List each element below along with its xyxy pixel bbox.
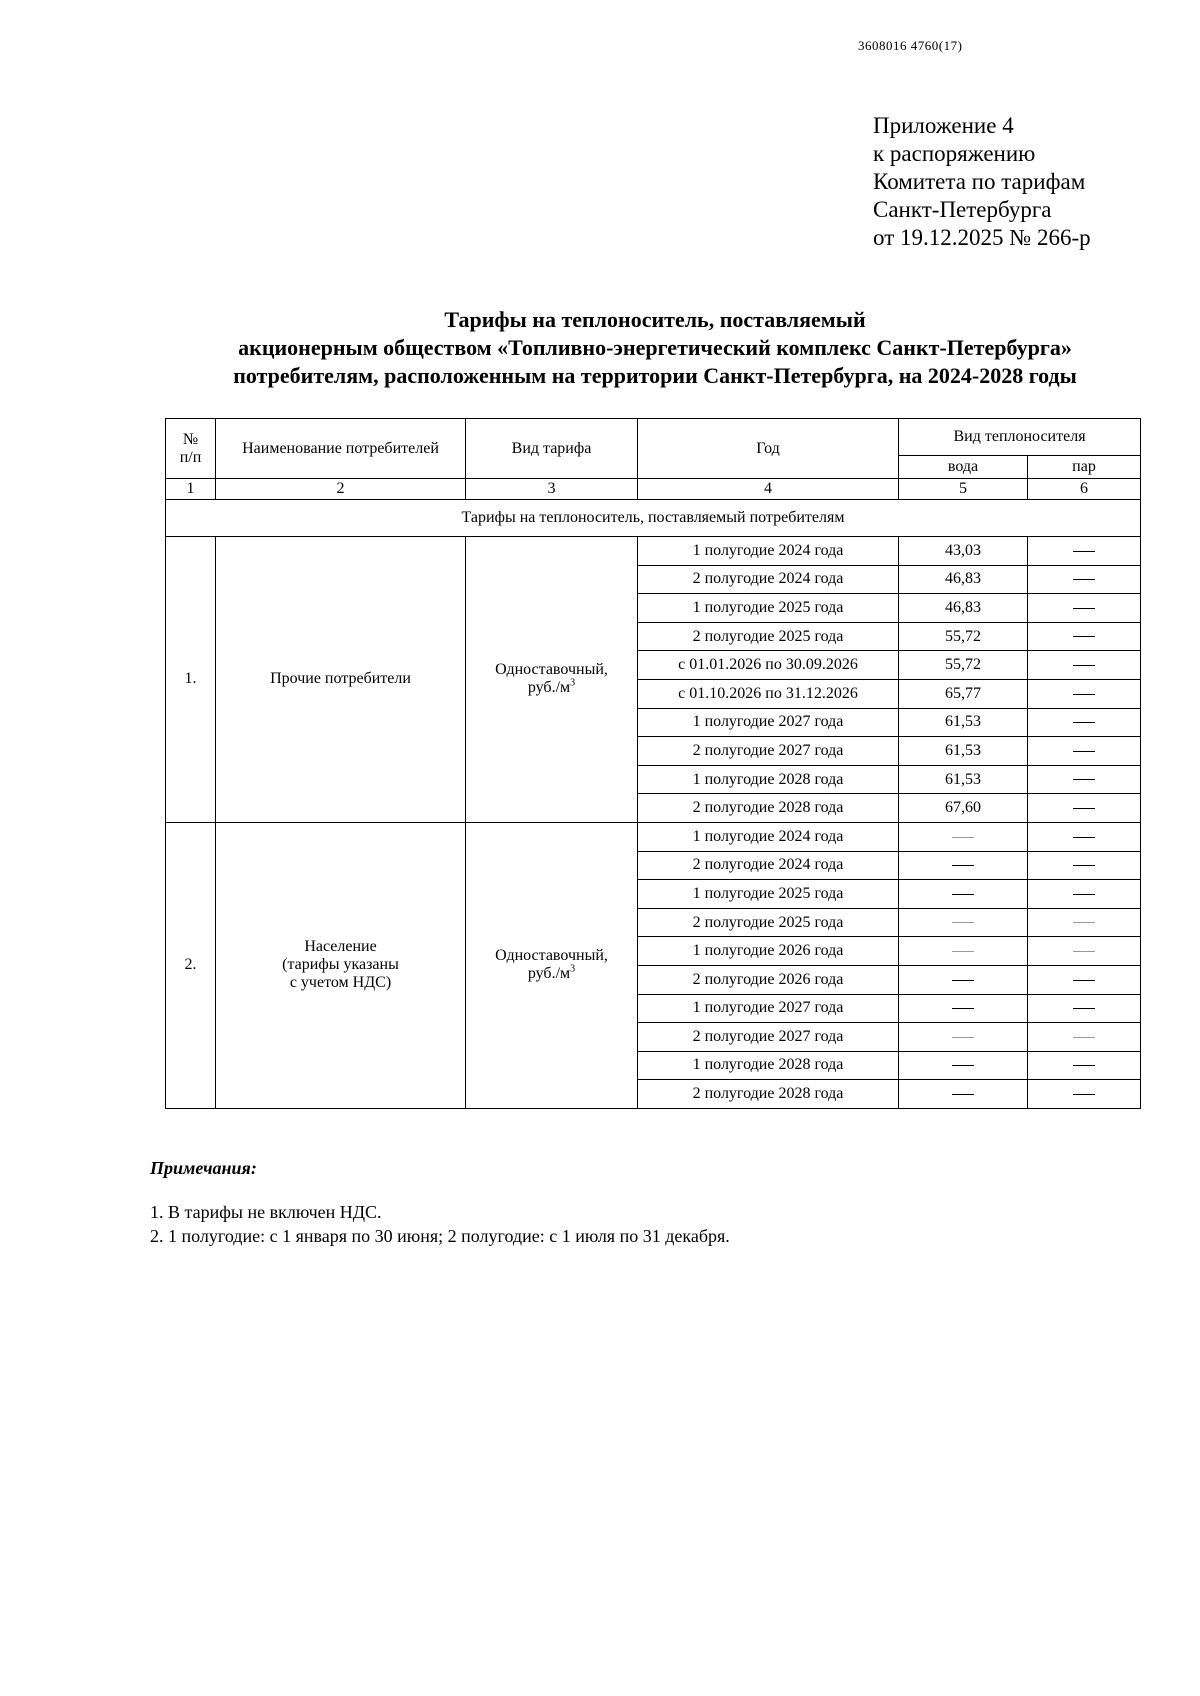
notes-list	[150, 1200, 730, 1248]
note-item: 1. В тарифы не включен НДС.	[150, 1202, 382, 1222]
period-cell: 2 полугодие 2028 года	[638, 794, 899, 823]
steam-value-cell	[1028, 679, 1141, 708]
period-cell: 2 полугодие 2028 года	[638, 1080, 899, 1109]
period-cell: с 01.01.2026 по 30.09.2026	[638, 651, 899, 680]
dash-mark	[1073, 694, 1095, 695]
water-value-cell	[899, 994, 1028, 1023]
notes-heading: Примечания:	[150, 1158, 257, 1178]
appendix-line: Приложение 4	[873, 113, 1014, 138]
water-value-cell	[899, 851, 1028, 880]
row-number: 1.	[166, 537, 216, 823]
document-title	[120, 306, 1190, 390]
column-number: 6	[1028, 479, 1141, 500]
dash-mark	[952, 1094, 974, 1095]
period-cell: 1 полугодие 2027 года	[638, 708, 899, 737]
title-line: Тарифы на теплоноситель, поставляемый	[444, 307, 866, 332]
steam-value-cell	[1028, 822, 1141, 851]
consumer-name	[216, 537, 466, 823]
tariff-type-unit: руб./м	[527, 679, 571, 697]
steam-value-cell	[1028, 708, 1141, 737]
water-value-cell: 55,72	[899, 651, 1028, 680]
water-value-cell: 46,83	[899, 565, 1028, 594]
period-cell: 1 полугодие 2026 года	[638, 937, 899, 966]
appendix-block	[873, 112, 1091, 252]
header-num-line1: №	[182, 430, 199, 448]
dash-mark	[1073, 808, 1095, 809]
dash-mark	[1073, 665, 1095, 666]
steam-value-cell	[1028, 851, 1141, 880]
period-cell: 2 полугодие 2026 года	[638, 965, 899, 994]
steam-value-cell	[1028, 794, 1141, 823]
dash-mark	[1073, 894, 1095, 895]
header-num-line2: п/п	[179, 448, 202, 466]
dash-mark	[1073, 1037, 1095, 1038]
appendix-line: Санкт-Петербурга	[873, 197, 1052, 222]
column-number: 3	[466, 479, 638, 500]
section-title: Тарифы на теплоноситель, поставляемый потребителям	[166, 500, 1141, 537]
header-num	[166, 419, 216, 479]
dash-mark	[1073, 837, 1095, 838]
steam-value-cell	[1028, 937, 1141, 966]
appendix-line: к распоряжению	[873, 141, 1036, 166]
water-value-cell: 61,53	[899, 708, 1028, 737]
steam-value-cell	[1028, 537, 1141, 566]
appendix-line: от 19.12.2025 № 266-р	[873, 225, 1091, 250]
consumer-line: (тарифы указаны	[282, 956, 399, 974]
header-consumer: Наименование потребителей	[216, 419, 466, 479]
water-value-cell: 61,53	[899, 737, 1028, 766]
steam-value-cell	[1028, 1051, 1141, 1080]
column-number-row	[166, 479, 1141, 500]
water-value-cell	[899, 965, 1028, 994]
section-row	[166, 500, 1141, 537]
period-cell: 1 полугодие 2025 года	[638, 880, 899, 909]
dash-mark	[1073, 579, 1095, 580]
period-cell: 1 полугодие 2024 года	[638, 537, 899, 566]
steam-value-cell	[1028, 565, 1141, 594]
water-value-cell	[899, 822, 1028, 851]
consumer-line: с учетом НДС)	[289, 974, 392, 992]
water-value-cell	[899, 880, 1028, 909]
steam-value-cell	[1028, 622, 1141, 651]
dash-mark	[952, 980, 974, 981]
tariff-unit-exponent: 3	[570, 964, 576, 976]
dash-mark	[1073, 608, 1095, 609]
note-item: 2. 1 полугодие: с 1 января по 30 июня; 2 полугодие: с 1 июля по 31 декабря.	[150, 1226, 730, 1246]
header-steam: пар	[1028, 456, 1141, 479]
steam-value-cell	[1028, 737, 1141, 766]
header-tariff-type: Вид тарифа	[466, 419, 638, 479]
column-number: 1	[166, 479, 216, 500]
header-row	[166, 419, 1141, 456]
dash-mark	[1073, 922, 1095, 923]
title-line: потребителям, расположенным на территории Санкт-Петербурга, на 2024-2028 годы	[233, 363, 1077, 388]
dash-mark	[1073, 865, 1095, 866]
steam-value-cell	[1028, 908, 1141, 937]
tariff-type	[466, 537, 638, 823]
tariff-type-line1: Одноставочный,	[495, 661, 608, 679]
water-value-cell: 65,77	[899, 679, 1028, 708]
tariff-type-line1: Одноставочный,	[495, 947, 608, 965]
column-number: 2	[216, 479, 466, 500]
period-cell: 2 полугодие 2025 года	[638, 908, 899, 937]
dash-mark	[952, 837, 974, 838]
dash-mark	[1073, 1008, 1095, 1009]
steam-value-cell	[1028, 880, 1141, 909]
appendix-line: Комитета по тарифам	[873, 169, 1086, 194]
tariff-unit-exponent: 3	[570, 678, 576, 690]
period-cell: 2 полугодие 2024 года	[638, 851, 899, 880]
period-cell: 2 полугодие 2024 года	[638, 565, 899, 594]
period-cell: 1 полугодие 2028 года	[638, 765, 899, 794]
consumer-line: Прочие потребители	[270, 670, 411, 688]
dash-mark	[952, 1065, 974, 1066]
dash-mark	[952, 865, 974, 866]
period-cell: 1 полугодие 2028 года	[638, 1051, 899, 1080]
header-carrier: Вид теплоносителя	[899, 419, 1141, 456]
water-value-cell	[899, 1080, 1028, 1109]
dash-mark	[1073, 779, 1095, 780]
header-water: вода	[899, 456, 1028, 479]
title-line: акционерным обществом «Топливно-энергетический комплекс Санкт-Петербурга»	[238, 335, 1072, 360]
dash-mark	[1073, 722, 1095, 723]
column-number: 5	[899, 479, 1028, 500]
steam-value-cell	[1028, 651, 1141, 680]
period-cell: 1 полугодие 2027 года	[638, 994, 899, 1023]
steam-value-cell	[1028, 1023, 1141, 1052]
dash-mark	[1073, 980, 1095, 981]
dash-mark	[1073, 1094, 1095, 1095]
table-row	[166, 822, 1141, 851]
dash-mark	[952, 1037, 974, 1038]
steam-value-cell	[1028, 965, 1141, 994]
period-cell: 1 полугодие 2025 года	[638, 594, 899, 623]
header-year: Год	[638, 419, 899, 479]
water-value-cell	[899, 1023, 1028, 1052]
period-cell: 2 полугодие 2025 года	[638, 622, 899, 651]
tariff-type-unit: руб./м	[527, 965, 571, 983]
dash-mark	[1073, 951, 1095, 952]
steam-value-cell	[1028, 994, 1141, 1023]
steam-value-cell	[1028, 1080, 1141, 1109]
water-value-cell: 55,72	[899, 622, 1028, 651]
steam-value-cell	[1028, 765, 1141, 794]
dash-mark	[1073, 1065, 1095, 1066]
period-cell: 2 полугодие 2027 года	[638, 737, 899, 766]
period-cell: 2 полугодие 2027 года	[638, 1023, 899, 1052]
period-cell: с 01.10.2026 по 31.12.2026	[638, 679, 899, 708]
dash-mark	[1073, 551, 1095, 552]
dash-mark	[1073, 636, 1095, 637]
table-row	[166, 537, 1141, 566]
consumer-line: Население	[304, 938, 377, 956]
document-number: 3608016 4760(17)	[858, 38, 963, 53]
water-value-cell	[899, 1051, 1028, 1080]
column-number: 4	[638, 479, 899, 500]
dash-mark	[952, 951, 974, 952]
period-cell: 1 полугодие 2024 года	[638, 822, 899, 851]
tariff-table	[165, 418, 1141, 1109]
steam-value-cell	[1028, 594, 1141, 623]
water-value-cell: 67,60	[899, 794, 1028, 823]
water-value-cell: 46,83	[899, 594, 1028, 623]
water-value-cell: 61,53	[899, 765, 1028, 794]
dash-mark	[1073, 751, 1095, 752]
water-value-cell	[899, 937, 1028, 966]
dash-mark	[952, 1008, 974, 1009]
water-value-cell: 43,03	[899, 537, 1028, 566]
consumer-name	[216, 822, 466, 1108]
row-number: 2.	[166, 822, 216, 1108]
water-value-cell	[899, 908, 1028, 937]
dash-mark	[952, 894, 974, 895]
tariff-type	[466, 822, 638, 1108]
dash-mark	[952, 922, 974, 923]
